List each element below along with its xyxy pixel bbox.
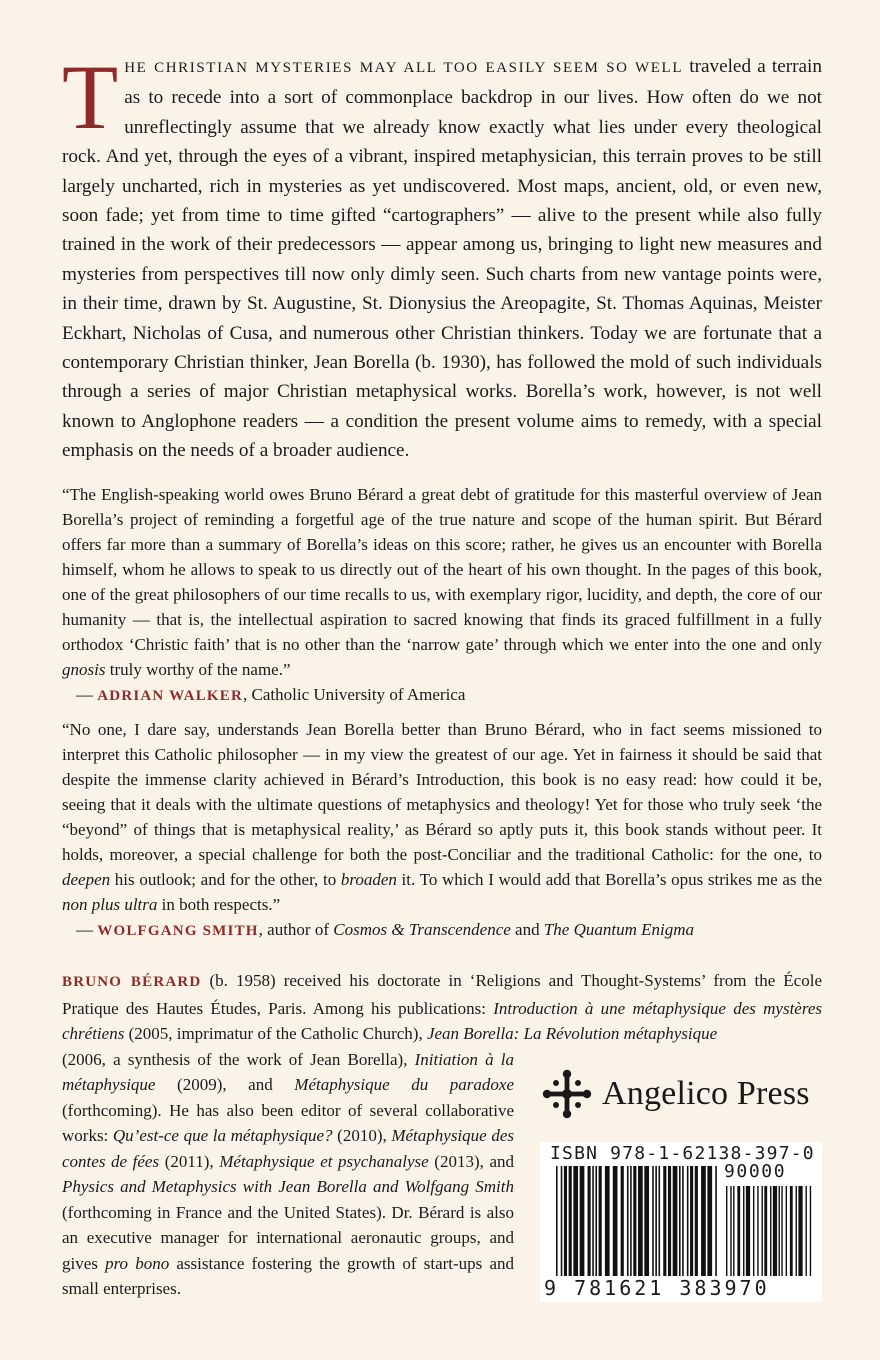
publication-title: Introduction à une métaphysique des mystères chrétiens <box>62 998 822 1043</box>
barcode-bar <box>753 1186 754 1276</box>
barcode-bar <box>695 1166 698 1276</box>
barcode-bar <box>715 1166 717 1276</box>
barcode-bar <box>796 1186 797 1276</box>
addon-number: 90000 <box>724 1161 787 1182</box>
drop-cap: T <box>62 46 119 148</box>
bio-text: (b. 1958) received his doctorate in ‘Religions and Thought-Systems’ from the École Pratique des Hautes Études, Paris. Among his publications: <box>62 971 822 1018</box>
back-cover-text <box>62 46 822 944</box>
endorser-affiliation: and <box>510 919 544 939</box>
publisher-name: Angelico Press <box>602 1075 810 1112</box>
isbn-number: ISBN 978-1-62138-397-0 <box>550 1143 815 1164</box>
bio-text: (forthcoming in France and the United States). Dr. Bérard is also an executive manager for international aeronautic groups, and gives <box>62 1202 514 1273</box>
bio-text: (forthcoming). He has also been editor of several collaborative works: <box>62 1100 514 1145</box>
barcode-bar <box>580 1166 585 1276</box>
barcode-bar <box>573 1166 578 1276</box>
barcode-bar <box>659 1166 661 1276</box>
barcode-bar <box>644 1166 649 1276</box>
bio-text: (2013), and <box>428 1151 514 1171</box>
barcode-bar <box>679 1166 681 1276</box>
barcode-bar <box>786 1186 787 1276</box>
quote-walker <box>62 482 822 682</box>
book-title: The Quantum Enigma <box>543 919 695 939</box>
barcode-bar <box>599 1166 602 1276</box>
barcode-bar <box>605 1166 610 1276</box>
quote-text: “No one, I dare say, understands Jean Borella better than Bruno Bérard, who in fact seems missioned to interpret this Catholic philosopher — in my view the greatest of our age. Yet in fairness it should be said that despite the immense clarity achieved in Bérard’s Introduction, this book is no easy read: how could it be, seeing that it deals with the ultimate questions of metaphysics and theology! Yet for those who truly seek ‘the “beyond” of things that is metaphysical reality,’ as Bérard so aptly puts it, this book stands without peer. It holds, moreover, a special challenge for both the post-Conciliar and the traditional Catholic: for the one, to <box>62 719 822 864</box>
barcode-bar <box>630 1166 632 1276</box>
barcode-bar <box>652 1166 654 1276</box>
bio-text: assistance fostering the growth of start-ups and small enterprises. <box>62 1253 514 1298</box>
bio-paragraph-continued <box>62 1047 514 1302</box>
barcode-bar <box>770 1186 771 1276</box>
barcode-bar <box>564 1166 567 1276</box>
barcode-bar <box>673 1166 678 1276</box>
book-title: Cosmos & Transcendence <box>333 919 511 939</box>
barcode-bar <box>764 1186 767 1276</box>
barcode-bar <box>569 1166 572 1276</box>
barcode-bar <box>798 1186 802 1276</box>
barcode-bar <box>588 1166 591 1276</box>
barcode-bar <box>595 1166 597 1276</box>
quote-text: it. To which I would add that Borella’s opus strikes me as the <box>396 869 822 889</box>
publication-title: Métaphysique des contes de fées <box>62 1126 514 1171</box>
barcode-bar <box>733 1186 734 1276</box>
barcode-bar <box>627 1166 629 1276</box>
barcode-bar <box>690 1166 693 1276</box>
barcode-bar <box>743 1186 744 1276</box>
dash: — <box>76 684 98 704</box>
barcode-bar <box>687 1166 689 1276</box>
bio-text: (2011), <box>159 1151 220 1171</box>
attribution-walker <box>76 682 822 709</box>
publication-title: Physics and Metaphysics with Jean Borella and Wolfgang Smith <box>62 1177 514 1196</box>
addon-barcode-bars <box>726 1186 814 1276</box>
bio-text: (2009), and <box>155 1075 295 1094</box>
barcode-bar <box>730 1186 731 1276</box>
barcode-bar <box>638 1166 643 1276</box>
bio-paragraph <box>62 968 822 1047</box>
quote-smith <box>62 717 822 917</box>
isbn-barcode <box>540 1142 822 1302</box>
barcode-bar <box>633 1166 636 1276</box>
endorser-affiliation: , Catholic University of America <box>243 684 466 704</box>
endorser-affiliation: , author of <box>258 919 334 939</box>
barcode-bar <box>773 1186 777 1276</box>
quote-text: truly worthy of the name.” <box>105 659 291 679</box>
barcode-bar <box>561 1166 563 1276</box>
quote-text: “The English-speaking world owes Bruno Bérard a great debt of gratitude for this masterful overview of Jean Borella’s project of reminding a forgetful age of the true nature and scope of the human spirit. But Bérard offers far more than a summary of Borella’s ideas on this score; rather, he gives us an encounter with Borella himself, whom he allows to speak to us directly out of the heart of his own thought. In the pages of this book, one of the great philosophers of our time recalls to us, with exemplary rigor, lucidity, and depth, the core of our humanity — that is, the intellectual aspiration to sacred knowing that finds its graced fulfillment in a fully orthodox ‘Christic faith’ that is no other than the ‘narrow gate’ through which we enter into the one and only <box>62 484 822 654</box>
publication-title: Initiation à la métaphysique <box>62 1049 515 1094</box>
publication-title: Qu’est-ce que la métaphysique? <box>112 1126 333 1145</box>
ean-barcode-bars <box>556 1166 720 1276</box>
attribution-smith <box>76 917 822 944</box>
barcode-bar <box>805 1186 806 1276</box>
dash: — <box>76 919 98 939</box>
endorser-name: ADRIAN WALKER <box>97 687 244 704</box>
barcode-bar <box>746 1186 750 1276</box>
publication-title: Jean Borella: La Révolution métaphysique <box>426 1024 718 1043</box>
barcode-bar <box>682 1166 684 1276</box>
barcode-bar <box>779 1186 780 1276</box>
barcode-bar <box>810 1186 811 1276</box>
publication-title: Métaphysique et psychanalyse <box>219 1151 429 1171</box>
ean-number: 9 781621 383970 <box>544 1276 770 1300</box>
publication-title: Métaphysique du paradoxe <box>294 1075 514 1094</box>
barcode-bar <box>781 1186 782 1276</box>
barcode-bar <box>761 1186 762 1276</box>
publisher-logo <box>540 1072 822 1116</box>
endorser-name: WOLFGANG SMITH <box>97 922 259 939</box>
barcode-bar <box>707 1166 712 1276</box>
quote-italic: gnosis <box>62 659 106 679</box>
barcode-bar <box>613 1166 618 1276</box>
bio-text: (2005, imprimatur of the Catholic Church), <box>124 1024 427 1043</box>
barcode-bar <box>556 1166 558 1276</box>
intro-paragraph <box>62 46 822 466</box>
quote-text: his outlook; and for the other, to <box>110 869 341 889</box>
barcode-bar <box>737 1186 740 1276</box>
bio-text: (2006, a synthesis of the work of Jean Borella), <box>62 1049 415 1069</box>
barcode-bar <box>655 1166 657 1276</box>
barcode-bar <box>701 1166 706 1276</box>
publication-title: pro bono <box>105 1253 170 1273</box>
barcode-bar <box>592 1166 594 1276</box>
barcode-bar <box>790 1186 793 1276</box>
barcode-bar <box>757 1186 758 1276</box>
bio-text: (2010), <box>332 1126 392 1145</box>
ornamental-cross-icon <box>540 1067 594 1121</box>
barcode-bar <box>621 1166 624 1276</box>
author-name: BRUNO BÉRARD <box>62 974 202 990</box>
intro-lead-caps: HE CHRISTIAN MYSTERIES MAY ALL TOO EASILY SEEM SO WELL <box>124 60 684 76</box>
quote-italic: deepen <box>62 869 111 889</box>
intro-body: traveled a terrain as to recede into a sort of commonplace backdrop in our lives. How often do we not unreflectingly assume that we already know exactly what lies under every theological rock. And yet, through the eyes of a vibrant, inspired metaphysician, this terrain proves to be still largely uncharted, rich in mysteries as yet undiscovered. Most maps, ancient, old, or even new, soon fade; yet from time to time gifted “cartographers” — alive to the present while also fully trained in the work of their predecessors — appear among us, bringing to light new measures and mysteries from perspectives till now only dimly seen. Such charts from new vantage points were, in their time, drawn by St. Augustine, St. Dionysius the Areopagite, St. Thomas Aquinas, Meister Eckhart, Nicholas of Cusa, and numerous other Christian thinkers. Today we are fortunate that a contemporary Christian thinker, Jean Borella (b. 1930), has followed the mold of such individuals through a series of major Christian metaphysical works. Borella’s work, however, is not well known to Anglophone readers — a condition the present volume aims to remedy, with a special emphasis on the needs of a broader audience. <box>62 56 822 462</box>
barcode-bar <box>668 1166 671 1276</box>
barcode-bar <box>663 1166 666 1276</box>
quote-text: in both respects.” <box>157 894 281 914</box>
quote-italic: broaden <box>340 869 397 889</box>
barcode-bar <box>726 1186 727 1276</box>
quote-italic: non plus ultra <box>62 894 158 914</box>
